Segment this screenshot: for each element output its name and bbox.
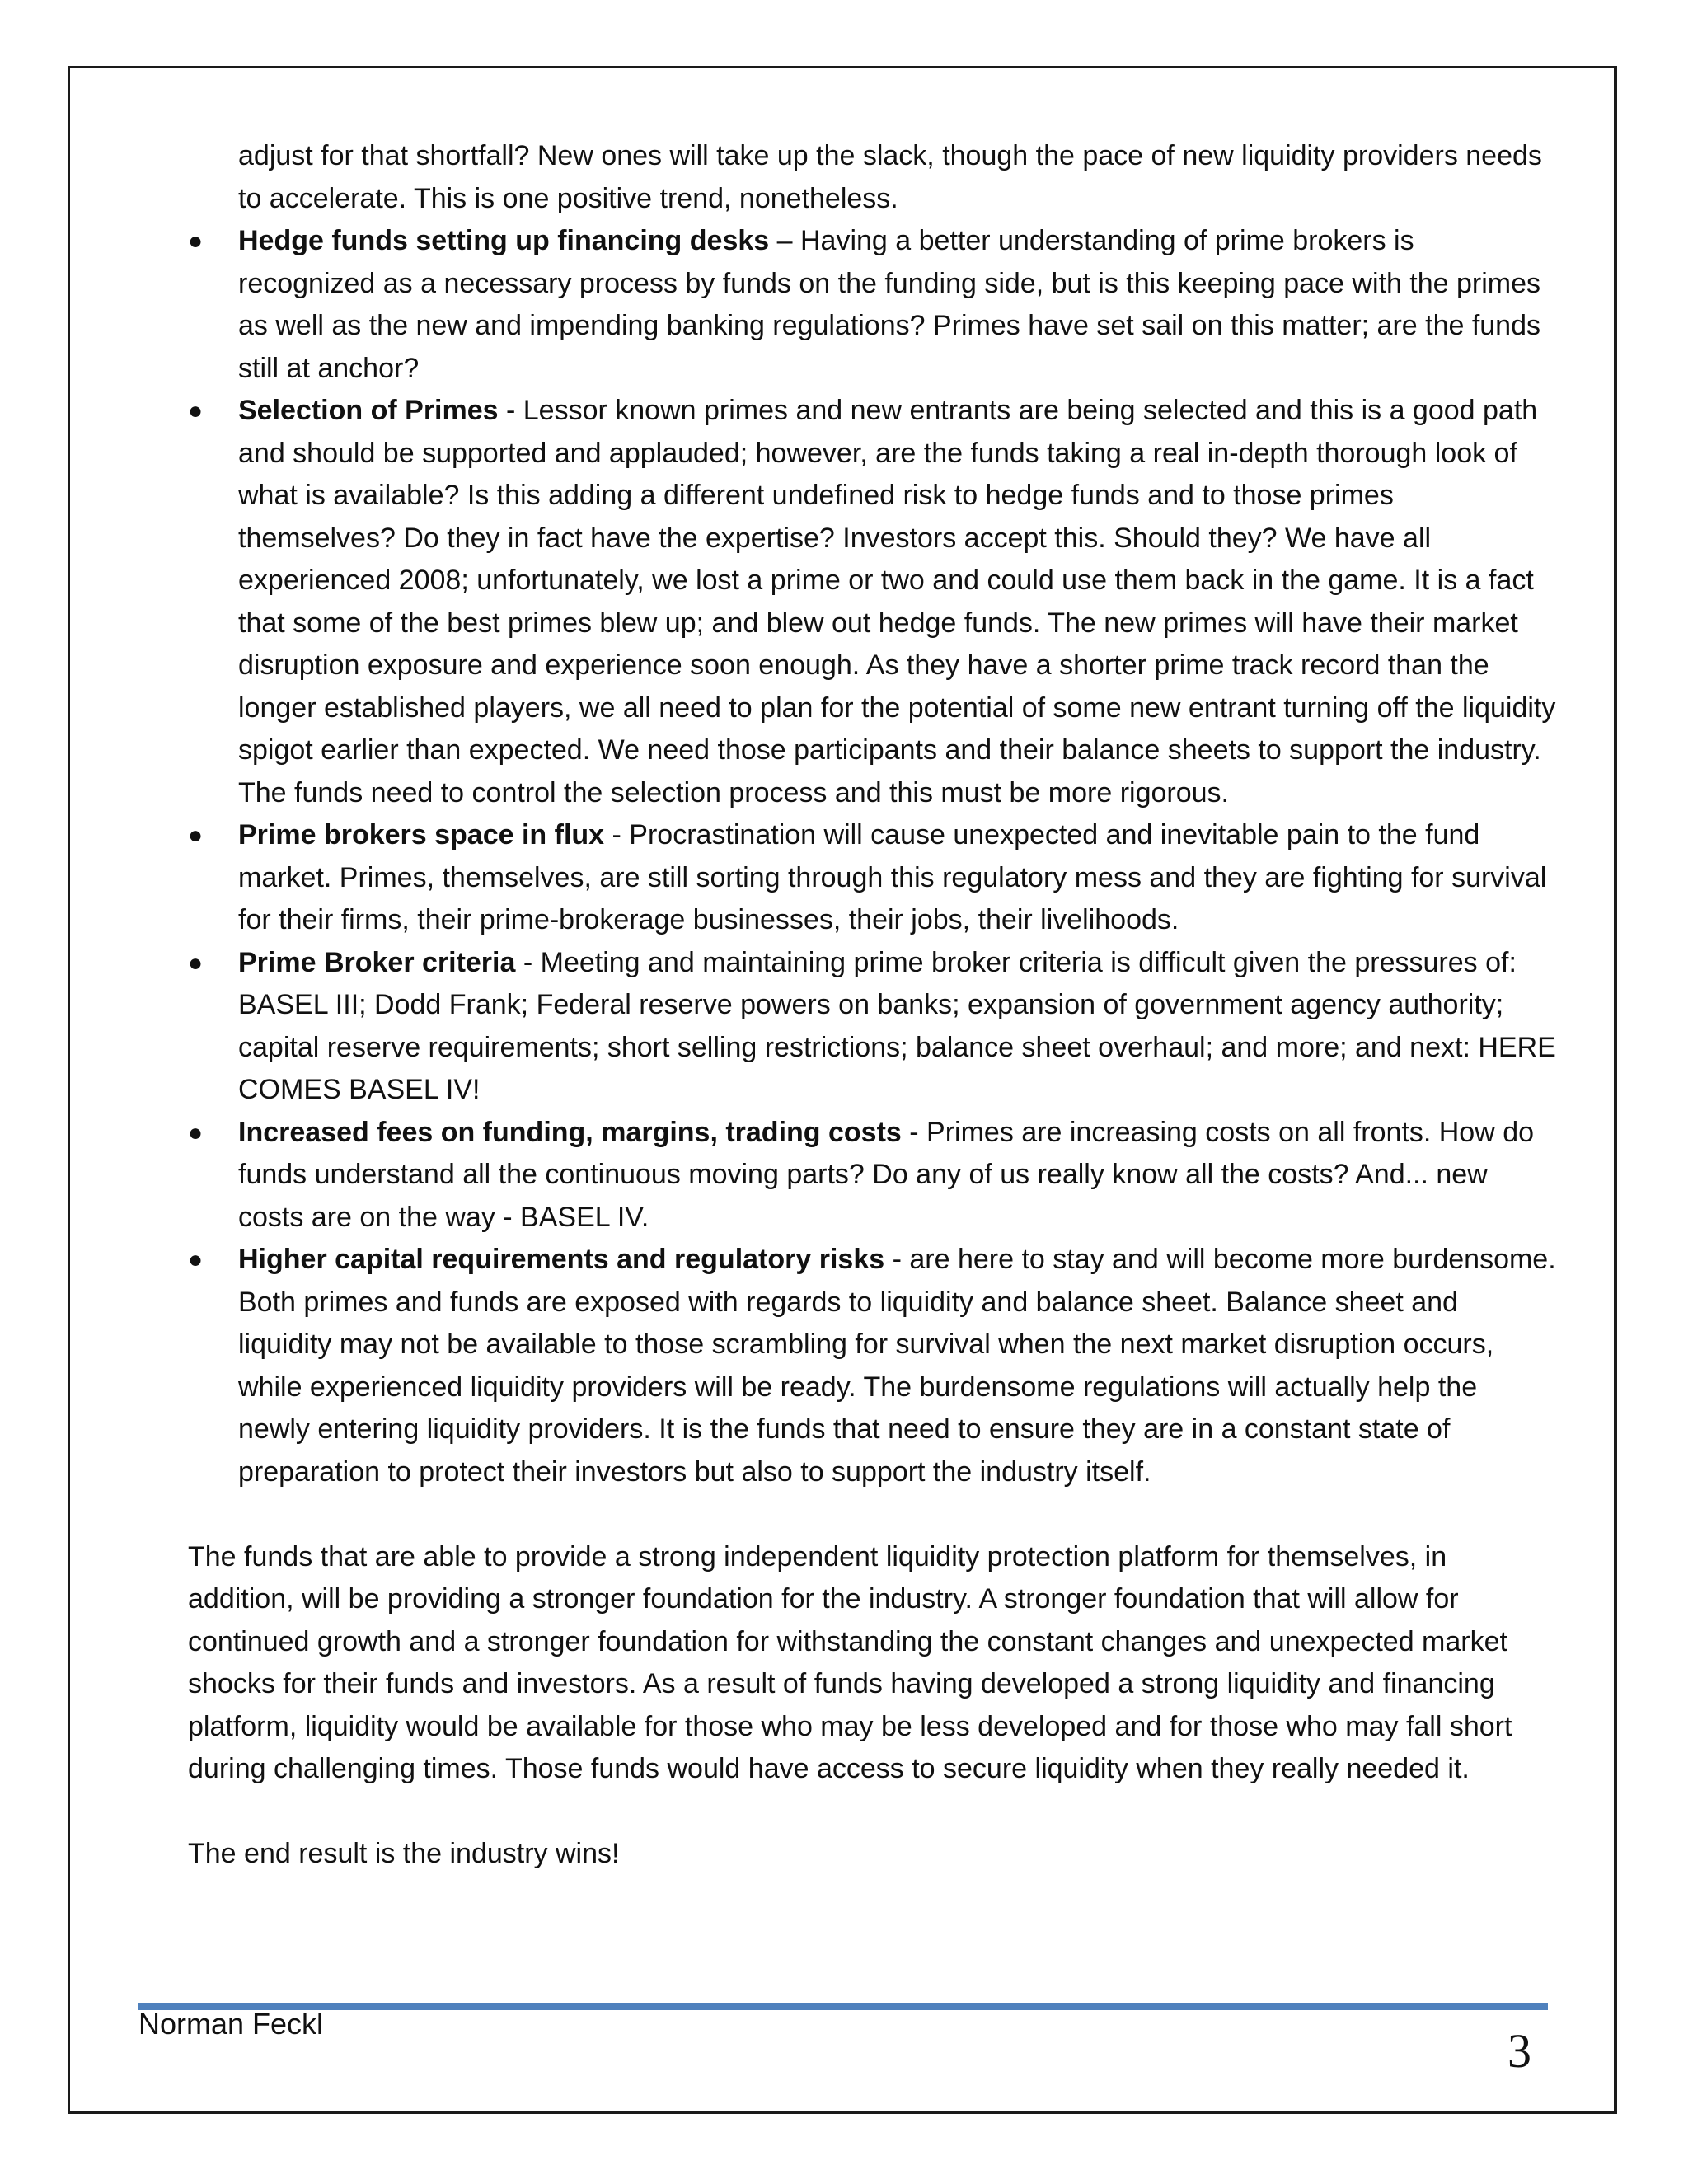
- bullet-text: – Having a better understanding of prime brokers is recognized as a necessary process by funds on the funding side, but is this keeping pace with the primes as well as the new and impending banking regulations? Primes have set sail on this matter; are the funds still at anchor?: [238, 225, 1541, 384]
- bullet-heading: Higher capital requirements and regulatory risks: [238, 1244, 885, 1275]
- bullet-text: - Primes are increasing costs on all fronts. How do funds understand all the continuous moving parts? Do any of us really know all the costs? And... new costs are on the way - BASEL IV.: [238, 1116, 1535, 1233]
- bullet-icon: ●: [188, 397, 204, 424]
- continued-text: adjust for that shortfall? New ones will take up the slack, though the pace of new liquidity providers needs to accelerate. This is one positive trend, nonetheless.: [238, 140, 1542, 214]
- bullet-icon: ●: [188, 227, 204, 255]
- bullet-text: - Meeting and maintaining prime broker criteria is difficult given the pressures of: BASEL III; Dodd Frank; Federal reserve powers on banks; expansion of government agency authority; capital reserve requirements; short selling restrictions; balance sheet overhaul; and more; and next: HERE COMES BASEL IV!: [238, 946, 1556, 1105]
- list-item: [188, 220, 1556, 390]
- bullet-list: [188, 220, 1556, 1493]
- bullet-text: - Lessor known primes and new entrants are being selected and this is a good path and should be supported and applauded; however, are the funds taking a real in-depth thorough look of what is available? Is this adding a different undefined risk to hedge funds and to those primes themselves? Do they in fact have the expertise? Investors accept this. Should they? We have all experienced 2008; unfortunately, we lost a prime or two and could use them back in the game. It is a fact that some of the best primes blew up; and blew out hedge funds. The new primes will have their market disruption exposure and experience soon enough. As they have a shorter prime track record than the longer established players, we all need to plan for the potential of some new entrant turning off the liquidity spigot earlier than expected. We need those participants and their balance sheets to support the industry. The funds need to control the selection process and this must be more rigorous.: [238, 395, 1556, 808]
- bullet-text: - Procrastination will cause unexpected and inevitable pain to the fund market. Primes, themselves, are still sorting through this regulatory mess and they are fighting for survival for their firms, their prime-brokerage businesses, their jobs, their livelihoods.: [238, 819, 1547, 935]
- bullet-heading: Prime Broker criteria: [238, 946, 516, 978]
- list-item: [188, 942, 1556, 1112]
- list-item: [188, 1112, 1556, 1240]
- bullet-icon: ●: [188, 822, 204, 849]
- list-item: [188, 814, 1556, 942]
- body-paragraph: The funds that are able to provide a strong independent liquidity protection platform for themselves, in addition, will be providing a stronger foundation for the industry. A stronger foundation that will allow for continued growth and a stronger foundation for withstanding the constant changes and unexpected market shocks for their funds and investors. As a result of funds having developed a strong liquidity and financing platform, liquidity would be available for those who may be less developed and for those who may fall short during challenging times. Those funds would have access to secure liquidity when they really needed it.: [188, 1540, 1512, 1784]
- list-item: [188, 1239, 1556, 1493]
- paragraph-spacer: [188, 1493, 1556, 1536]
- bullet-heading: Prime brokers space in flux: [238, 819, 605, 851]
- page-number: 3: [1507, 2024, 1531, 2078]
- bullet-text: - are here to stay and will become more burdensome. Both primes and funds are exposed with regards to liquidity and balance sheet. Balance sheet and liquidity may not be available to those scrambling for survival when the next market disruption occurs, while experienced liquidity providers will be ready. The burdensome regulations will actually help the newly entering liquidity providers. It is the funds that need to ensure they are in a constant state of preparation to protect their investors but also to support the industry itself.: [238, 1244, 1556, 1488]
- closing-paragraph: The end result is the industry wins!: [188, 1838, 620, 1869]
- bullet-heading: Hedge funds setting up financing desks: [238, 225, 770, 256]
- bullet-heading: Increased fees on funding, margins, trading costs: [238, 1116, 902, 1148]
- paragraph-spacer: [188, 1791, 1556, 1834]
- bullet-heading: Selection of Primes: [238, 395, 499, 426]
- bullet-icon: ●: [188, 1246, 204, 1273]
- bullet-icon: ●: [188, 1118, 204, 1146]
- footer-rule: [138, 2003, 1548, 2010]
- bullet-icon: ●: [188, 949, 204, 977]
- footer-author: Norman Feckl: [138, 2007, 324, 2041]
- list-item: [188, 390, 1556, 814]
- document-body: [188, 135, 1556, 1876]
